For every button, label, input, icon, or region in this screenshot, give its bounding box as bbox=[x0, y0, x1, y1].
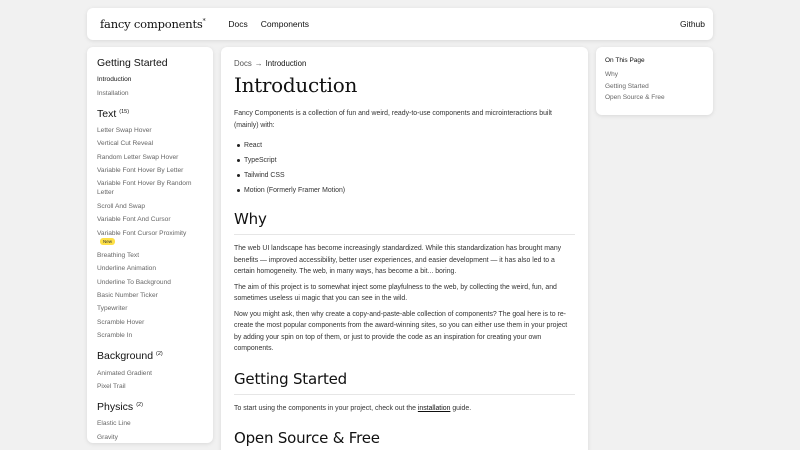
list-item: Motion (Formerly Framer Motion) bbox=[244, 186, 575, 195]
nav-components-link[interactable]: Components bbox=[260, 19, 309, 29]
sidebar-item-label: Variable Font Cursor Proximity bbox=[97, 229, 187, 237]
sidebar-section-background bbox=[97, 350, 203, 393]
toc-item-open-source[interactable]: Open Source & Free bbox=[605, 94, 665, 101]
intro-paragraph: Fancy Components is a collection of fun and weird, ready-to-use components and microinteractions built (mainly) with: bbox=[234, 110, 552, 129]
why-heading: Why bbox=[234, 210, 575, 235]
sidebar-item-scramble-in[interactable]: Scramble In bbox=[97, 332, 133, 340]
logo-mark: * bbox=[202, 18, 206, 26]
sidebar-item-animated-gradient[interactable]: Animated Gradient bbox=[97, 369, 152, 377]
sidebar bbox=[87, 47, 213, 443]
sidebar-item-letter-swap-hover[interactable]: Letter Swap Hover bbox=[97, 126, 152, 134]
sidebar-item-installation[interactable]: Installation bbox=[97, 89, 129, 97]
sidebar-item-gravity[interactable]: Gravity bbox=[97, 433, 118, 441]
main-content bbox=[221, 47, 588, 450]
sidebar-item-pixel-trail[interactable]: Pixel Trail bbox=[97, 382, 126, 390]
installation-link[interactable]: installation bbox=[417, 404, 451, 412]
main-nav bbox=[228, 19, 309, 29]
sidebar-item-vertical-cut-reveal[interactable]: Vertical Cut Reveal bbox=[97, 140, 154, 148]
why-paragraph-3: Now you might ask, then why create a copy-and-paste-able collection of components? The goal here is to re-create the most popular components from the award-winning sites, so you can either use them in your project by adding your spin on top of them, or just to provide the code as an inspiration for creating your own components. bbox=[234, 310, 568, 352]
breadcrumb-separator: → bbox=[254, 59, 263, 68]
sidebar-section-physics bbox=[97, 401, 203, 443]
nav-docs-link[interactable]: Docs bbox=[228, 19, 248, 29]
why-paragraph-1: The web UI landscape has become increasingly standardized. While this standardization has brought many benefits — improved accessibility, better user experiences, and easier development — it has also led to a certain homogeneity. The web, in many ways, has become a bit... boring. bbox=[234, 245, 562, 275]
getting-started-text: To start using the components in your project, check out the bbox=[234, 404, 418, 412]
getting-started-text-end: guide. bbox=[450, 404, 472, 412]
toc-item-getting-started[interactable]: Getting Started bbox=[605, 82, 649, 90]
section-count: (15) bbox=[119, 108, 130, 115]
toc-item-why[interactable]: Why bbox=[605, 71, 618, 78]
sidebar-section-title: Getting Started bbox=[97, 57, 168, 69]
sidebar-item-variable-font-and-cursor[interactable]: Variable Font And Cursor bbox=[97, 216, 171, 224]
sidebar-item-introduction[interactable]: Introduction bbox=[97, 76, 132, 84]
sidebar-section-text bbox=[97, 108, 203, 343]
section-count: (2) bbox=[136, 402, 143, 409]
toc-title: On This Page bbox=[605, 57, 645, 64]
breadcrumb-docs-link[interactable]: Docs bbox=[234, 59, 252, 68]
sidebar-item-elastic-line[interactable]: Elastic Line bbox=[97, 420, 131, 428]
on-this-page bbox=[596, 47, 713, 115]
sidebar-section-title: Text (15) bbox=[97, 107, 130, 120]
why-paragraph-2: The aim of this project is to somewhat inject some playfulness to the web, by collecting the weird, fun, and sometimes useless ui magic that you can see in the wild. bbox=[234, 283, 557, 302]
section-count: (2) bbox=[156, 351, 163, 358]
list-item: React bbox=[244, 141, 575, 150]
top-navbar bbox=[87, 8, 713, 40]
getting-started-heading: Getting Started bbox=[234, 370, 575, 395]
open-source-heading: Open Source & Free bbox=[234, 429, 575, 450]
logo[interactable] bbox=[100, 17, 205, 31]
sidebar-item-variable-font-hover-by-letter[interactable]: Variable Font Hover By Letter bbox=[97, 167, 184, 175]
breadcrumb-current: Introduction bbox=[265, 59, 307, 68]
tech-list bbox=[234, 141, 575, 195]
sidebar-item-typewriter[interactable]: Typewriter bbox=[97, 305, 128, 313]
sidebar-item-random-letter-swap-hover[interactable]: Random Letter Swap Hover bbox=[97, 153, 179, 161]
github-link[interactable]: Github bbox=[679, 19, 705, 29]
logo-text: fancy components bbox=[100, 17, 203, 31]
page-title: Introduction bbox=[234, 73, 358, 97]
sidebar-item-scroll-and-swap[interactable]: Scroll And Swap bbox=[97, 202, 146, 210]
breadcrumb bbox=[234, 59, 575, 68]
sidebar-section-getting-started bbox=[97, 57, 203, 100]
sidebar-item-underline-to-background[interactable]: Underline To Background bbox=[97, 278, 171, 286]
sidebar-item-scramble-hover[interactable]: Scramble Hover bbox=[97, 318, 145, 326]
list-item: Tailwind CSS bbox=[244, 171, 575, 180]
sidebar-item-basic-number-ticker[interactable]: Basic Number Ticker bbox=[97, 292, 158, 300]
new-badge: New bbox=[100, 238, 115, 245]
sidebar-item-variable-font-cursor-proximity[interactable] bbox=[97, 226, 203, 248]
list-item: TypeScript bbox=[244, 156, 575, 165]
sidebar-section-title: Background (2) bbox=[97, 350, 163, 363]
sidebar-item-breathing-text[interactable]: Breathing Text bbox=[97, 251, 140, 259]
getting-started-paragraph bbox=[234, 403, 575, 415]
sidebar-section-title: Physics (2) bbox=[97, 401, 143, 414]
sidebar-item-underline-animation[interactable]: Underline Animation bbox=[97, 265, 157, 273]
sidebar-item-variable-font-hover-by-random-letter[interactable]: Variable Font Hover By Random Letter bbox=[97, 180, 192, 197]
